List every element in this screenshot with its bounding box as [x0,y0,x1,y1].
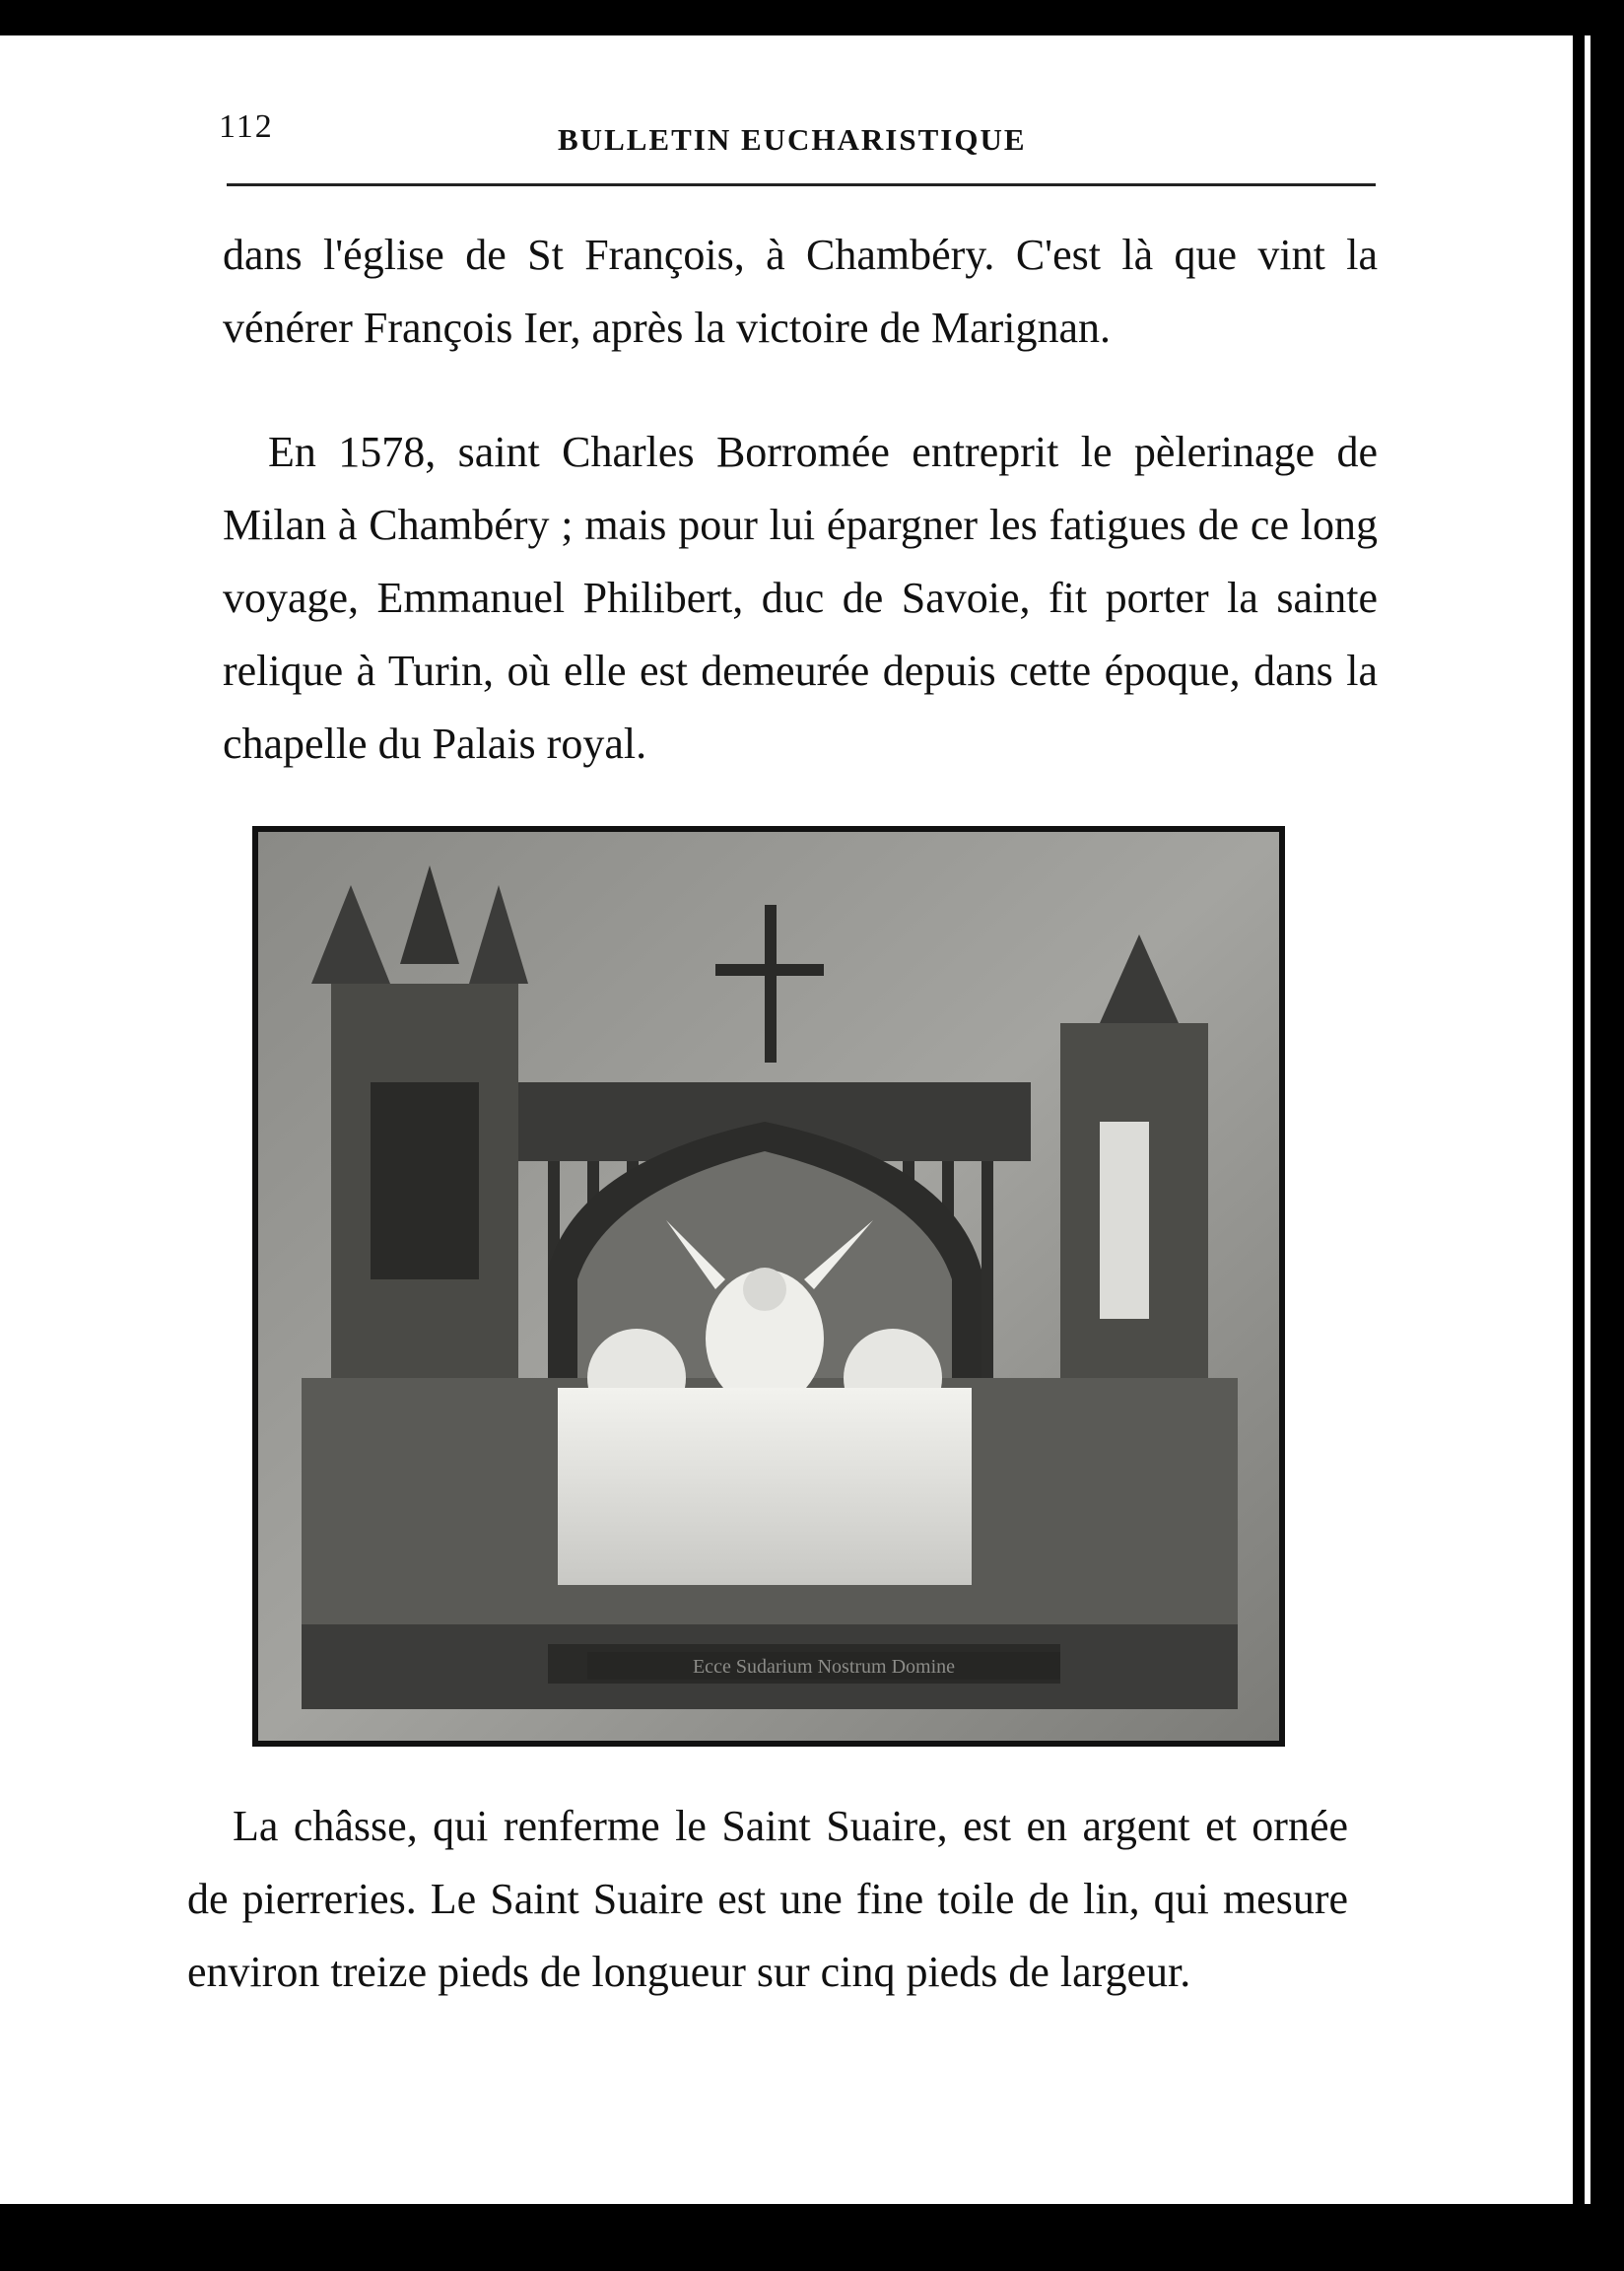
scan-border-right-inner [1573,35,1585,2204]
reliquary-illustration [252,826,1285,1747]
scan-border-top [0,0,1624,35]
figure-inscription: Ecce Sudarium Nostrum Domine [692,1656,956,1678]
page-number: 112 [219,108,274,145]
paragraph-1: dans l'église de St François, à Chambéry. C'est là que vint la vénérer François Ier, après la victoire de Marignan. [223,231,1378,352]
paragraph-2: En 1578, saint Charles Borromée entreprit le pèlerinage de Milan à Chambéry ; mais pour lui épargner les fatigues de ce long voyage, Emmanuel Philibert, duc de Savoie, fit porter la sainte relique à Turin, où elle est demeurée depuis cette époque, dans la chapelle du Palais royal. [223,428,1378,768]
reliquary-photograph [252,826,1285,1747]
header-rule [227,183,1376,186]
scan-border-bottom [0,2204,1624,2271]
scan-border-right [1590,0,1624,2271]
running-title: BULLETIN EUCHARISTIQUE [558,122,1027,157]
paragraph-3: La châsse, qui renferme le Saint Suaire, est en argent et ornée de pierreries. Le Saint Suaire est une fine toile de lin, qui mesure environ treize pieds de longueur sur cinq pieds de largeur. [187,1802,1348,1996]
